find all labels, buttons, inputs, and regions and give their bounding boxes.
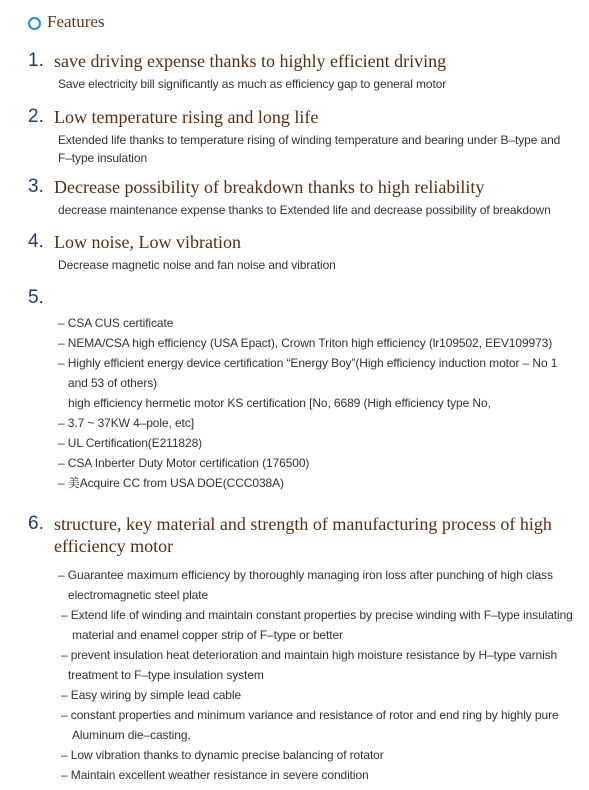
list-item: – Maintain excellent weather resistance in severe condition bbox=[61, 768, 369, 782]
title-line: efficiency motor bbox=[54, 536, 174, 556]
list-item: high efficiency hermetic motor KS certification [No, 6689 (High efficiency type No, bbox=[68, 396, 491, 410]
section-number: 2. bbox=[28, 106, 44, 127]
list-item: – Low vibration thanks to dynamic precise balancing of rotator bbox=[61, 748, 384, 762]
list-item: – Highly efficient energy device certification “Energy Boy”(High efficiency induction motor – No 1 bbox=[58, 356, 558, 370]
list-item: – Easy wiring by simple lead cable bbox=[61, 688, 242, 702]
manufacturing-list bbox=[58, 565, 573, 785]
section-description: Decrease magnetic noise and fan noise and vibration bbox=[58, 258, 336, 272]
title-line: structure, key material and strength of manufacturing process of high bbox=[54, 514, 552, 534]
list-item: – NEMA/CSA high efficiency (USA Epact), Crown Triton high efficiency (lr109502, EEV109973) bbox=[58, 336, 553, 350]
list-item: – 3.7 ~ 37KW 4–pole, etc] bbox=[58, 416, 194, 430]
feature-section-1 bbox=[28, 50, 569, 93]
feature-section-3 bbox=[28, 176, 569, 219]
description-line: F–type insulation bbox=[58, 151, 148, 165]
section-title: Decrease possibility of breakdown thanks to high reliability bbox=[54, 177, 485, 197]
list-item: – UL Certification(E211828) bbox=[58, 436, 203, 450]
section-title: Low noise, Low vibration bbox=[54, 232, 241, 252]
list-item-continuation: electromagnetic steel plate bbox=[68, 588, 209, 602]
list-item-continuation: treatment to F–type insulation system bbox=[68, 668, 264, 682]
section-description: decrease maintenance expense thanks to Extended life and decrease possibility of breakdown bbox=[58, 203, 551, 217]
section-description: Save electricity bill significantly as much as efficiency gap to general motor bbox=[58, 77, 447, 91]
list-item-continuation: material and enamel copper strip of F–type or better bbox=[72, 628, 343, 642]
list-item: – 美Acquire CC from USA DOE(CCC038A) bbox=[58, 476, 284, 490]
features-header bbox=[28, 12, 105, 32]
list-item: – CSA CUS certificate bbox=[58, 316, 174, 330]
feature-section-4 bbox=[28, 231, 569, 274]
feature-section-6 bbox=[28, 513, 569, 557]
feature-section-2 bbox=[28, 106, 569, 167]
section-number: 3. bbox=[28, 176, 44, 197]
list-item: – prevent insulation heat deterioration and maintain high moisture resistance by H–type varnish bbox=[61, 648, 558, 662]
section-number: 6. bbox=[28, 513, 44, 534]
list-item: – constant properties and minimum variance and resistance of rotor and end ring by highly pure bbox=[61, 708, 559, 722]
certification-list bbox=[58, 313, 573, 493]
page-title: Features bbox=[47, 12, 105, 31]
section-number: 1. bbox=[28, 50, 44, 71]
section-title: save driving expense thanks to highly efficient driving bbox=[54, 51, 447, 71]
section-number: 4. bbox=[28, 231, 44, 252]
description-line: Extended life thanks to temperature rising of winding temperature and bearing under B–type and bbox=[58, 133, 561, 147]
list-item: – Guarantee maximum efficiency by thoroughly managing iron loss after punching of high class bbox=[58, 568, 553, 582]
list-item-continuation: Aluminum die–casting, bbox=[72, 728, 191, 742]
circle-bullet-icon bbox=[28, 17, 41, 30]
section-title bbox=[54, 513, 552, 557]
section-description bbox=[58, 131, 569, 167]
section-title: Low temperature rising and long life bbox=[54, 107, 319, 127]
list-item: – Extend life of winding and maintain constant properties by precise winding with F–type insulating bbox=[61, 608, 573, 622]
list-item: – CSA Inberter Duty Motor certification (176500) bbox=[58, 456, 310, 470]
section-number: 5. bbox=[28, 287, 44, 308]
list-item-continuation: and 53 of others) bbox=[68, 376, 158, 390]
feature-section-5 bbox=[28, 287, 569, 309]
